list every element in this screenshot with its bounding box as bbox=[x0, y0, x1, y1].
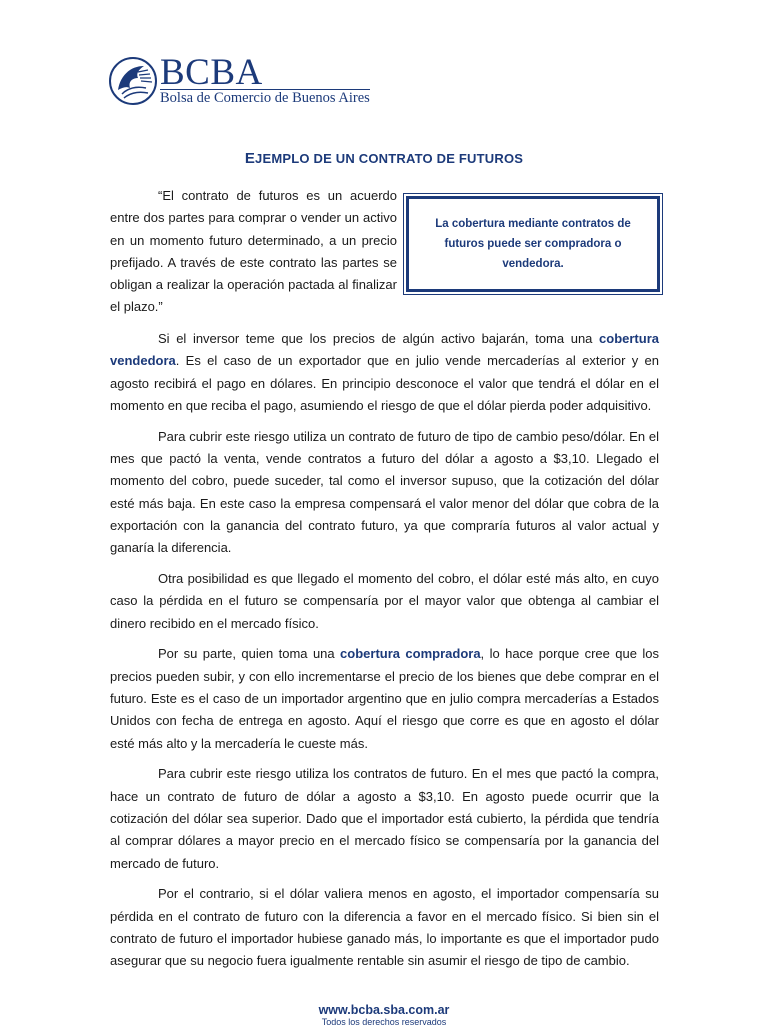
title-rest: JEMPLO DE UN CONTRATO DE FUTUROS bbox=[255, 151, 524, 166]
footer-rights: Todos los derechos reservados bbox=[321, 1017, 447, 1027]
logo-acronym: BCBA bbox=[160, 52, 263, 93]
paragraph-1-start: Si el inversor teme que los precios de algún activo bajarán, toma una bbox=[158, 331, 600, 346]
document-title bbox=[0, 150, 768, 167]
logo-fullname: Bolsa de Comercio de Buenos Aires bbox=[160, 90, 370, 106]
logo-text bbox=[160, 52, 370, 106]
page-footer bbox=[0, 1003, 768, 1027]
title-initial: E bbox=[244, 150, 256, 167]
paragraph-1 bbox=[110, 328, 659, 417]
paragraph-3: Otra posibilidad es que llegado el momento del cobro, el dólar esté más alto, en cuyo caso la pérdida en el futuro se compensaría por el mayor valor que obtenga al cambiar el dinero recibido en el mercado físico. bbox=[110, 570, 659, 631]
highlight-cobertura-vendedora: cobertura vendedora bbox=[110, 331, 659, 369]
paragraph-2: Para cubrir este riesgo utiliza un contrato de futuro de tipo de cambio peso/dólar. En el mes que pactó la venta, vende contratos a futuro del dólar a agosto a $3,10. Llegado el momento del cobro, puede suceder, tal como el inversor supuso, que la cotización del dólar esté más baja. En este caso la empresa compensará el valor menor del dólar que cobra de la exportación con la ganancia del contrato futuro, ya que compraría futuros al valor actual y ganaría la diferencia. bbox=[110, 428, 659, 556]
definition-quote bbox=[110, 185, 397, 319]
bcba-emblem-icon bbox=[108, 56, 158, 106]
highlight-cobertura-compradora: cobertura compradora bbox=[340, 646, 481, 662]
paragraph-4-start: Por su parte, quien toma una bbox=[158, 646, 341, 662]
quote-text: “El contrato de futuros es un acuerdo entre dos partes para comprar o vender un activo en un momento futuro determinado, a un precio prefijado. A través de este contrato las partes se obligan a realizar la operación pactada al finalizar el plazo.” bbox=[110, 188, 397, 315]
bcba-logo bbox=[108, 52, 370, 106]
paragraph-5: Para cubrir este riesgo utiliza los contratos de futuro. En el mes que pactó la compra, hace un contrato de futuro de dólar a agosto a $3,10. En agosto puede ocurrir que la cotización del dólar sea superior. Dado que el importador está cubierto, la pérdida que tendría al comprar dólares a mayor precio en el mercado físico se compensaría por la ganancia del mercado de futuro. bbox=[110, 766, 659, 871]
paragraph-6: Por el contrario, si el dólar valiera menos en agosto, el importador compensaría su pérdida en el contrato de futuro con la diferencia a favor en el mercado físico. Si bien sin el contrato de futuro el importador hubiese ganado más, lo importante es que el importador pudo asegurar que su negocio fuera igualmente rentable sin asumir el riesgo de tipo de cambio. bbox=[110, 886, 659, 969]
footer-url-link[interactable]: www.bcba.sba.com.ar bbox=[318, 1003, 450, 1017]
body-text bbox=[110, 328, 659, 981]
callout-box bbox=[406, 196, 660, 292]
paragraph-4 bbox=[110, 643, 659, 754]
paragraph-4-end: , lo hace porque cree que los precios pueden subir, y con ello incrementarse el precio de los bienes que debe comprar en el futuro. Este es el caso de un importador argentino que en julio compra mercaderías a Estados Unidos con fecha de entrega en agosto. Aquí el riesgo que corre es que en agosto el dólar esté más alto y la mercadería le cueste más. bbox=[110, 646, 659, 751]
callout-text: La cobertura mediante contratos de futuros puede ser compradora o vendedora. bbox=[435, 218, 631, 270]
paragraph-1-end: . Es el caso de un exportador que en julio vende mercaderías al exterior y en agosto recibirá el pago en dólares. En principio desconoce el valor que tendrá el dólar en el momento en que reciba el pago, asumiendo el riesgo de que el dólar pierda poder adquisitivo. bbox=[110, 353, 659, 413]
